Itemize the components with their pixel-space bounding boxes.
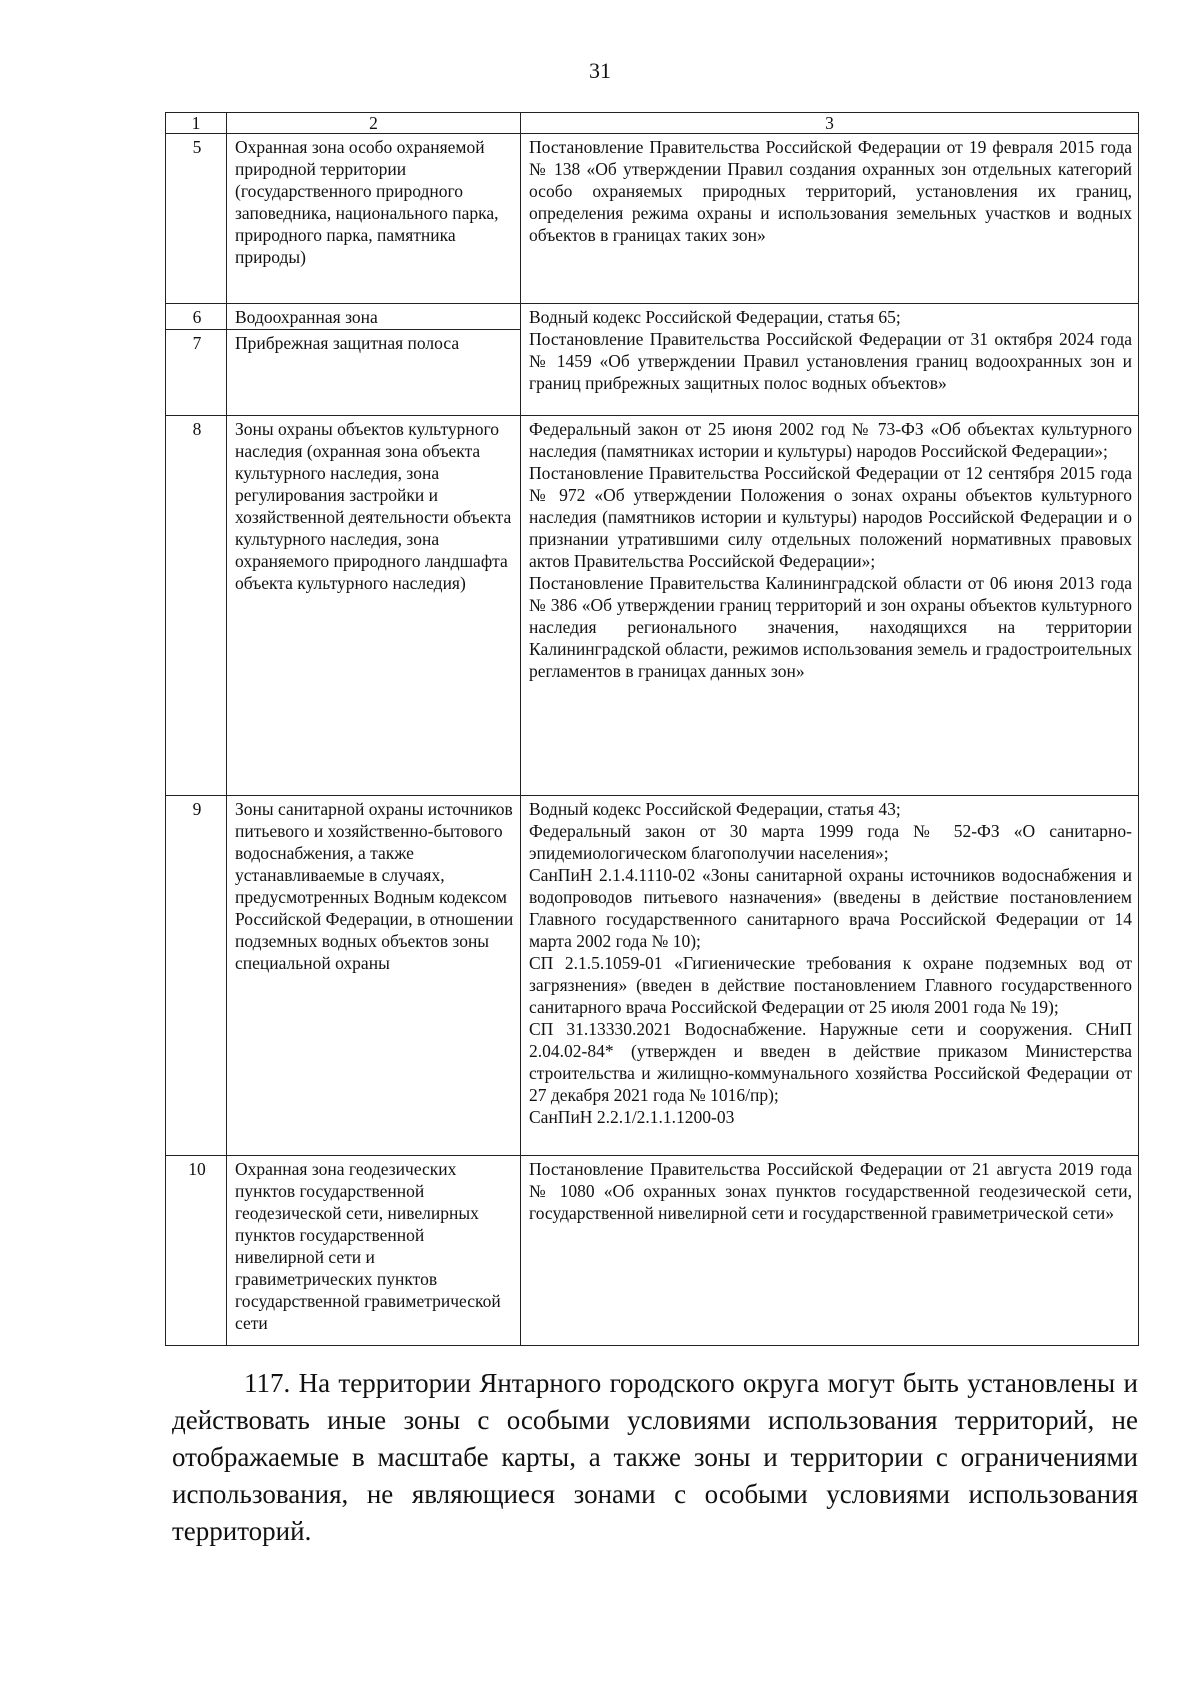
page-number: 31 [589, 58, 611, 83]
legal-basis-item: Водный кодекс Российской Федерации, статья 65; [529, 307, 901, 327]
legal-basis-item: Федеральный закон от 30 марта 1999 года № 52-ФЗ «О санитарно-эпидемиологическом благополучии населения»; [529, 821, 1132, 863]
table-header-row [166, 113, 1139, 134]
legal-basis [521, 416, 1139, 796]
legal-basis-item: Постановление Правительства Российской Федерации от 21 августа 2019 года № 1080 «Об охранных зонах пунктов государственной геодезической сети, государственной нивелирной сети и государственной гравиметрической сети» [529, 1159, 1132, 1223]
legal-basis [521, 134, 1139, 304]
header-cell: 2 [227, 113, 521, 134]
legal-basis-item: СанПиН 2.1.4.1110-02 «Зоны санитарной охраны источников водоснабжения и водопроводов питьевого назначения» (введены в действие постановлением Главного государственного санитарного врача Российской Федерации от 14 марта 2002 года № 10); [529, 865, 1132, 951]
paragraph-text: 117. На территории Янтарного городского округа могут быть установлены и действовать иные зоны с особыми условиями использования территорий, не отображаемые в масштабе карты, а также зоны и территории с ограничениями использования, не являющиеся зонами с особыми условиями использования территорий. [172, 1368, 1138, 1546]
legal-basis-item: Постановление Правительства Российской Федерации от 12 сентября 2015 года № 972 «Об утверждении Положения о зонах охраны объектов культурного наследия (памятников истории и культуры) народов Российской Федерации и о признании утратившими силу отдельных положений нормативных правовых актов Правительства Российской Федерации»; [529, 463, 1132, 571]
row-number: 7 [166, 330, 227, 416]
legal-basis-item: СанПиН 2.2.1/2.1.1.1200-03 [529, 1107, 735, 1127]
table-row [166, 1156, 1139, 1346]
zone-name: Охранная зона особо охраняемой природной территории (государственного природного заповедника, национального парка, природного парка, памятника природы) [227, 134, 521, 304]
zone-name: Зоны санитарной охраны источников питьевого и хозяйственно-бытового водоснабжения, а также устанавливаемые в случаях, предусмотренных Водным кодексом Российской Федерации, в отношении подземных водных объектов зоны специальной охраны [227, 796, 521, 1156]
row-number: 9 [166, 796, 227, 1156]
legal-basis-item: СП 2.1.5.1059-01 «Гигиенические требования к охране подземных вод от загрязнения» (введен в действие постановлением Главного государственного санитарного врача Российской Федерации от 25 июля 2001 года № 19); [529, 953, 1132, 1017]
row-number: 10 [166, 1156, 227, 1346]
legal-basis-item: Федеральный закон от 25 июня 2002 год № 73-ФЗ «Об объектах культурного наследия (памятниках истории и культуры) народов Российской Федерации»; [529, 419, 1132, 461]
table-row [166, 796, 1139, 1156]
table-row [166, 416, 1139, 796]
legal-basis-item: Постановление Правительства Калининградской области от 06 июня 2013 года № 386 «Об утверждении границ территорий и зон охраны объектов культурного наследия регионального значения, находящихся на территории Калининградской области, режимов использования земель и градостроительных регламентов в границах данных зон» [529, 573, 1132, 681]
legal-basis-item: Постановление Правительства Российской Федерации от 19 февраля 2015 года № 138 «Об утверждении Правил создания охранных зон отдельных категорий особо охраняемых природных территорий, установления их границ, определения режима охраны и использования земельных участков и водных объектов в границах таких зон» [529, 137, 1132, 245]
header-cell: 1 [166, 113, 227, 134]
legal-basis [521, 304, 1139, 416]
legal-basis-item: СП 31.13330.2021 Водоснабжение. Наружные сети и сооружения. СНиП 2.04.02-84* (утвержден и введен в действие приказом Министерства строительства и жилищно-коммунального хозяйства Российской Федерации от 27 декабря 2021 года № 1016/пр); [529, 1019, 1132, 1105]
table-row [166, 304, 1139, 330]
row-number: 6 [166, 304, 227, 330]
table-row [166, 134, 1139, 304]
legal-basis [521, 1156, 1139, 1346]
zones-table [165, 112, 1139, 1346]
row-number: 5 [166, 134, 227, 304]
legal-basis-item: Водный кодекс Российской Федерации, статья 43; [529, 799, 901, 819]
legal-basis-item: Постановление Правительства Российской Федерации от 31 октября 2024 года № 1459 «Об утверждении Правил установления границ водоохранных зон и границ прибрежных защитных полос водных объектов» [529, 329, 1132, 393]
zone-name: Охранная зона геодезических пунктов государственной геодезической сети, нивелирных пунктов государственной нивелирной сети и гравиметрических пунктов государственной гравиметрической сети [227, 1156, 521, 1346]
zone-name: Зоны охраны объектов культурного наследия (охранная зона объекта культурного наследия, зона регулирования застройки и хозяйственной деятельности объекта культурного наследия, зона охраняемого природного ландшафта объекта культурного наследия) [227, 416, 521, 796]
header-cell: 3 [521, 113, 1139, 134]
legal-basis [521, 796, 1139, 1156]
zone-name: Водоохранная зона [227, 304, 521, 330]
zone-name: Прибрежная защитная полоса [227, 330, 521, 416]
body-paragraph [172, 1365, 1138, 1550]
row-number: 8 [166, 416, 227, 796]
